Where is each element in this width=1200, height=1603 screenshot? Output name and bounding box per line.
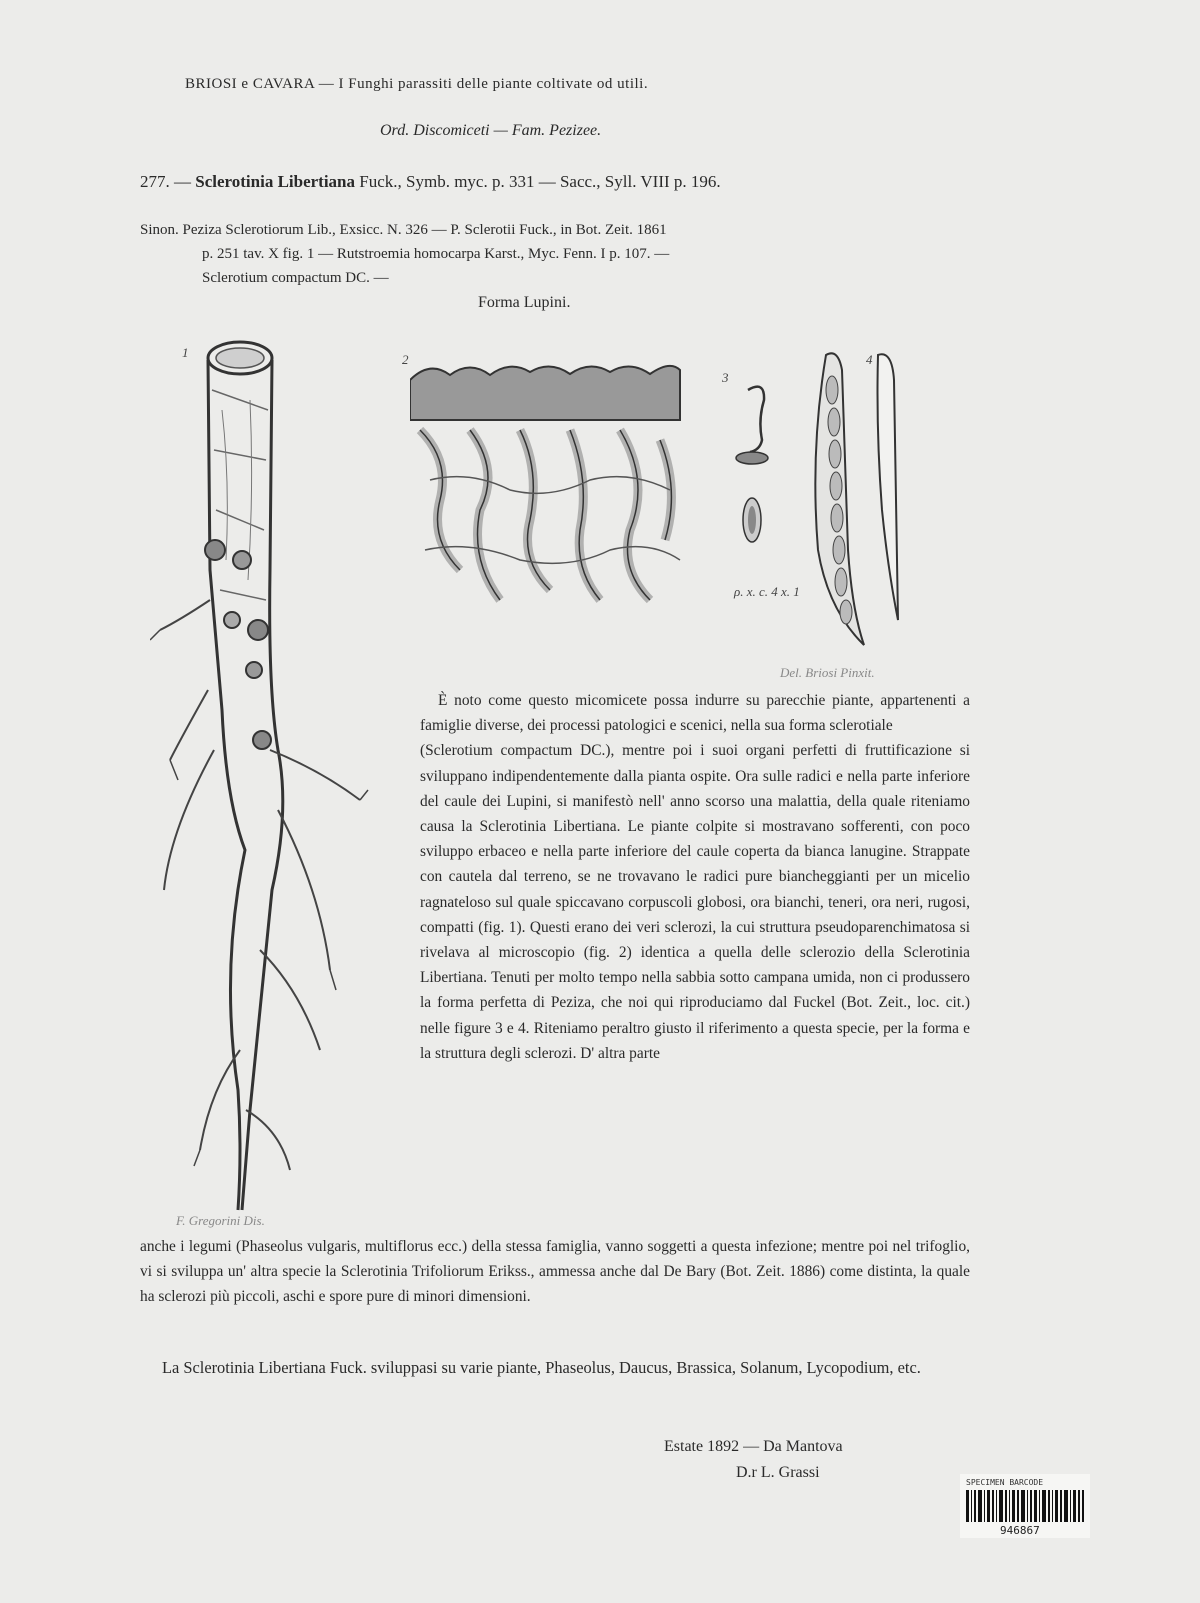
figure-1-number: 1 <box>182 345 189 360</box>
body-paragraph-part-2: (Sclerotium compactum DC.), mentre poi i suoi organi perfetti di fruttificazione si sviluppano indipendentemente dalla pianta ospite. Ora sulle radici e nella parte inferiore del caule dei Lupini, si manifestò nell' anno scorso una malattia, della quale riteniamo causa la Sclerotinia Libertiana. Le piante colpite si mostravano sofferenti, con poco sviluppo erbaceo e nella parte inferiore del caule coperta da bianca lanugine. Strappate con cautela dal terreno, se ne trovavano le radici pure biancheggianti per un micelio ragnateloso sul quale spiccavano corpuscoli globosi, ora bianchi, teneri, ora neri, rugosi, compatti (fig. 1). Questi erano dei veri sclerozi, la cui struttura pseudoparenchimatosa si rivelava al microscopio (fig. 2) identica a quella delle sclerozio della Sclerotinia Libertiana. Tenuti per molto tempo nella sabbia sotto campana umida, non ci produssero la forma perfetta di Peziza, che noi qui riproduciamo dal Fuckel (Bot. Zeit., loc. cit.) nelle figure 3 e 4. Riteniamo peraltro giusto il riferimento a questa specie, per la forma e la struttura degli sclerozi. D' altra parte <box>420 742 970 1062</box>
body-paragraph-part-1: È noto come questo micomicete possa indurre su parecchie piante, appartenenti a famiglie diverse, dei processi patologici e scenici, nella sua forma sclerotiale <box>420 692 970 735</box>
species-name: Sclerotinia Libertiana <box>195 172 356 191</box>
synonyms-line-1: Sinon. Peziza Sclerotiorum Lib., Exsicc. N. 326 — P. Sclerotii Fuck., in Bot. Zeit. 1861 <box>140 222 667 238</box>
species-entry <box>140 172 970 192</box>
collection-note-line-1: Estate 1892 — Da Mantova <box>664 1438 843 1455</box>
order-family-line: Ord. Discomiceti — Fam. Pezizee. <box>380 122 602 139</box>
artist-signature-upper: Del. Briosi Pinxit. <box>780 665 875 680</box>
barcode-icon <box>966 1490 1084 1522</box>
closing-paragraph: La Sclerotinia Libertiana Fuck. sviluppasi su varie piante, Phaseolus, Daucus, Brassica, Solanum, Lycopodium, etc. <box>162 1358 921 1377</box>
collection-note <box>664 1434 843 1486</box>
figure-4-asci-illustration <box>808 350 918 650</box>
figure-2-section-illustration <box>410 360 700 620</box>
species-citation: Fuck., Symb. myc. p. 331 — Sacc., Syll. VIII p. 196. <box>359 172 721 191</box>
synonyms-line-2: p. 251 tav. X fig. 1 — Rutstroemia homocarpa Karst., Myc. Fenn. I p. 107. — <box>202 246 670 262</box>
figure-2-number: 2 <box>402 352 409 367</box>
synonyms-line-3: Sclerotium compactum DC. — <box>202 270 389 286</box>
continuation-paragraph: anche i legumi (Phaseolus vulgaris, multiflorus ecc.) della stessa famiglia, vanno soggetti a questa infezione; mentre poi nel trifoglio, vi si sviluppa un' altra specie la Sclerotinia Trifoliorum Erikss., ammessa anche dal De Bary (Bot. Zeit. 1886) come distinta, la quale ha sclerozi più piccoli, aschi e spore pure di minori dimensioni. <box>140 1238 970 1306</box>
specimen-barcode-label <box>960 1474 1090 1538</box>
barcode-top-text: SPECIMEN BARCODE <box>966 1478 1044 1487</box>
synonyms-block <box>140 218 970 290</box>
artist-signature-lower: F. Gregorini Dis. <box>176 1213 265 1228</box>
barcode-number: 946867 <box>1000 1524 1040 1537</box>
figure-scale-note: ρ. x. c. 4 x. 1 <box>734 584 800 599</box>
figure-3-spores-illustration <box>730 380 790 570</box>
figure-4-number: 4 <box>866 352 873 367</box>
entry-number: 277. — <box>140 172 191 191</box>
figure-3-number: 3 <box>722 370 729 385</box>
body-paragraph <box>420 688 970 1066</box>
running-title: BRIOSI e CAVARA — I Funghi parassiti delle piante coltivate od utili. <box>185 76 649 92</box>
collection-note-line-2: D.r L. Grassi <box>736 1464 820 1481</box>
figure-1-root-illustration <box>150 330 390 1230</box>
forma-label: Forma Lupini. <box>478 294 571 311</box>
